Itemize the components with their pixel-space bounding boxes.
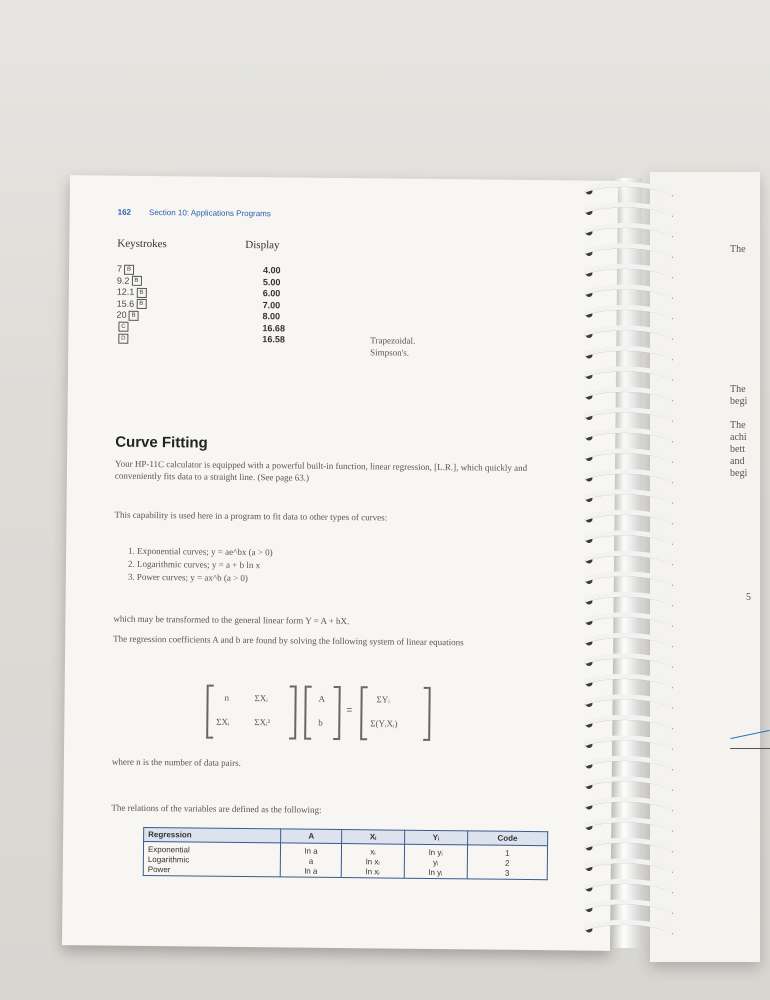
list-item: 2. Logarithmic curves; y = a + b ln x (127, 558, 261, 571)
right-fragment: 5 (746, 592, 751, 603)
coefficient-matrix (206, 685, 297, 740)
matrix-cell: n (224, 692, 230, 703)
section-title: Section 10: Applications Programs (148, 207, 271, 219)
column-header: Yᵢ (404, 830, 467, 845)
keystroke-row: 7 B (117, 264, 147, 276)
coil-ring (585, 922, 673, 932)
key-cap: D (118, 333, 128, 343)
key-cap: B (131, 276, 141, 286)
page-header (118, 208, 271, 219)
coil-ring (585, 676, 673, 686)
coil-ring (585, 307, 673, 317)
matrix-cell: b (318, 717, 323, 728)
keystroke-row (116, 321, 146, 333)
coil-ring (585, 861, 673, 871)
display-value: 6.00 (262, 288, 281, 299)
coil-ring (585, 430, 673, 440)
constants-vector (360, 686, 431, 741)
coil-ring (585, 840, 673, 850)
keystroke-row: 12.1 B (117, 287, 147, 299)
table-cell: 1 (467, 845, 547, 859)
display-value: 4.00 (263, 265, 281, 276)
keystroke-row: 20 B (117, 310, 147, 322)
right-figure-line (730, 730, 769, 739)
binding-coils (585, 184, 673, 934)
equals-sign: = (346, 705, 353, 717)
coil-ring (585, 574, 673, 584)
display-heading: Display (245, 238, 280, 252)
where-text: where n is the number of data pairs. (111, 756, 241, 768)
coil-ring (585, 184, 673, 194)
matrix-cell: ΣXᵢ² (254, 717, 271, 728)
right-fragment: The (730, 420, 746, 431)
key-cap: C (118, 322, 128, 332)
regression-table (143, 827, 548, 880)
coil-ring (585, 287, 673, 297)
table-cell: ln yᵢ (404, 868, 467, 879)
coil-ring (585, 225, 673, 235)
key-cap: B (136, 299, 146, 309)
table-cell: 2 (467, 858, 547, 869)
matrix-cell: ΣYᵢ (376, 694, 390, 705)
table-cell: ln a (281, 843, 342, 857)
relations-text: The relations of the variables are defined as the following: (111, 802, 322, 815)
coil-ring (585, 656, 673, 666)
coil-ring (585, 492, 673, 502)
column-header: Regression (144, 827, 281, 842)
matrix-cell: A (318, 693, 326, 704)
table-cell: a (281, 856, 342, 867)
coil-ring (585, 533, 673, 543)
book-page (62, 175, 618, 951)
coil-ring (585, 553, 673, 563)
coil-ring (585, 246, 673, 256)
key-cap: B (124, 264, 134, 274)
matrix-cell: Σ(YᵢXᵢ) (370, 718, 398, 729)
display-value: 8.00 (262, 311, 281, 322)
coil-ring (585, 389, 673, 399)
display-value: 16.58 (262, 334, 285, 345)
coil-ring (585, 697, 673, 707)
key-cap: B (129, 310, 139, 320)
coil-ring (585, 328, 673, 338)
coil-ring (585, 512, 673, 522)
matrix-cell: ΣXᵢ (216, 716, 230, 727)
coil-ring (585, 266, 673, 276)
curve-types-list (128, 545, 273, 586)
matrix-cell: ΣXᵢ (254, 693, 268, 704)
coil-ring (585, 902, 673, 912)
list-item: 1. Exponential curves; y = ae^bx (a > 0) (128, 545, 273, 558)
display-list (262, 265, 285, 346)
right-fragment: and (730, 456, 745, 467)
coil-ring (585, 820, 673, 830)
table-cell: ln a (281, 866, 342, 877)
coil-ring (585, 615, 673, 625)
coil-ring (585, 799, 673, 809)
coil-ring (585, 410, 673, 420)
note-trapezoidal: Trapezoidal. (370, 335, 416, 346)
table-cell: ln xᵢ (341, 857, 404, 868)
coil-ring (585, 205, 673, 215)
keystroke-row: 15.6 B (117, 298, 147, 310)
coil-ring (585, 758, 673, 768)
display-value: 5.00 (262, 276, 281, 287)
unknowns-vector (304, 686, 341, 740)
section-heading: Curve Fitting (115, 433, 208, 452)
column-header: Xᵢ (342, 830, 405, 845)
coil-ring (585, 779, 673, 789)
spiral-binding (575, 178, 685, 948)
coil-ring (585, 348, 673, 358)
table-cell: Exponential (143, 841, 280, 856)
coil-ring (585, 717, 673, 727)
right-fragment: bett (730, 444, 745, 455)
table-cell: yᵢ (404, 858, 467, 869)
column-header: Code (467, 831, 547, 846)
table-cell: Logarithmic (143, 855, 280, 866)
intro-paragraph: Your HP-11C calculator is equipped with a powerful built-in function, linear regression, [L.R.], which quickly and conveniently fits data to a straight line. (See page 63.) (114, 458, 528, 483)
curves-intro: This capability is used here in a program to fit data to other types of curves: (114, 509, 388, 523)
column-header: A (281, 829, 342, 844)
table-cell: ln yᵢ (404, 844, 467, 858)
table-cell: ln xᵢ (341, 867, 404, 878)
page-number: 162 (117, 207, 132, 217)
keystroke-row: 9.2 B (117, 275, 147, 287)
table-cell: 3 (467, 868, 547, 879)
keystrokes-heading: Keystrokes (117, 237, 167, 251)
keystroke-list (116, 264, 146, 345)
right-fragment: begi (730, 468, 748, 479)
keystroke-row (116, 333, 146, 345)
table-cell: xᵢ (341, 844, 404, 858)
display-value: 16.68 (262, 322, 286, 333)
coil-ring (585, 471, 673, 481)
coil-ring (585, 594, 673, 604)
coil-ring (585, 451, 673, 461)
coefficients-text: The regression coefficients A and b are found by solving the following system of linear equations (113, 633, 464, 648)
coil-ring (585, 881, 673, 891)
list-item: 3. Power curves; y = ax^b (a > 0) (127, 571, 248, 584)
note-simpsons: Simpson's. (370, 346, 410, 358)
key-cap: B (136, 287, 146, 297)
transform-text: which may be transformed to the general linear form Y = A + bX. (113, 613, 350, 627)
coil-ring (585, 635, 673, 645)
right-fragment: begi (730, 396, 748, 407)
coil-ring (585, 738, 673, 748)
right-figure-axis (730, 748, 770, 749)
right-fragment: The (730, 384, 746, 395)
display-notes (370, 335, 415, 358)
right-fragment: achi (730, 432, 747, 443)
table-cell: Power (143, 865, 280, 877)
display-value: 7.00 (262, 299, 281, 310)
coil-ring (585, 369, 673, 379)
right-fragment: The (730, 244, 746, 255)
